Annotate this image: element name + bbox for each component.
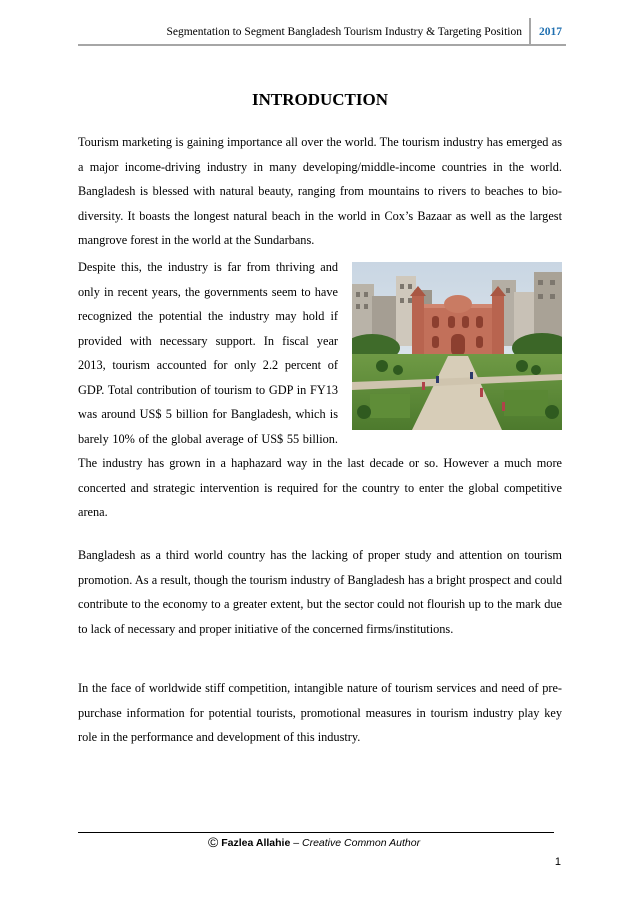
footer-author: Fazlea Allahie: [221, 837, 291, 849]
footer-rule: [78, 832, 554, 833]
header-year: 2017: [539, 26, 562, 38]
paragraph-1: Tourism marketing is gaining importance all over the world. The tourism industry has emerged as a major income-driving industry in many developing/middle-income countries in the world. Bangladesh is blessed with natural beauty, ranging from mountains to rivers to beaches to bio-diversity. It boasts the longest natural beach in the world in Cox’s Bazaar as well as the largest mangrove forest in the world at the Sundarbans.: [78, 135, 562, 247]
footer-credit: [208, 835, 420, 850]
header-title: Segmentation to Segment Bangladesh Tourism Industry & Targeting Position: [166, 26, 522, 38]
header-divider: [529, 18, 531, 46]
lalbagh-fort-photo: [352, 262, 562, 430]
copyright-icon: ©: [208, 834, 219, 850]
page-header: [78, 0, 566, 46]
paragraph-2-block: [78, 255, 562, 525]
paragraph-4: In the face of worldwide stiff competition, intangible nature of tourism services and need of pre-purchase information for potential tourists, promotional measures in tourism industry play key role in the performance and development of this industry.: [78, 681, 562, 744]
lalbagh-fort-image: [352, 262, 562, 430]
header-rule: [78, 44, 566, 46]
page-title: INTRODUCTION: [251, 90, 389, 109]
page-number: 1: [554, 856, 561, 868]
paragraph-3: Bangladesh as a third world country has the lacking of proper study and attention on tourism promotion. As a result, though the tourism industry of Bangladesh has a bright prospect and could contribute to the economy to a greater extent, but the sector could not flourish up to the mark due to lack of necessary and proper initiative of the concerned firms/institutions.: [78, 548, 562, 636]
paragraph-2: Despite this, the industry is far from thriving and only in recent years, the governments seem to have recognized the potential the industry may hold if provided with necessary support. In fiscal year 2013, tourism accounted for only 2.2 percent of GDP. Total contribution of tourism to GDP in FY13 was around US$ 5 billion for Bangladesh, which is barely 10% of the global average of US$ 55 billion. The industry has grown in a haphazard way in the last decade or so. However a much more concerted and strategic intervention is required for the country to enter the global competitive arena.: [78, 260, 562, 519]
footer-separator: –: [290, 837, 302, 849]
footer-role: Creative Common Author: [302, 837, 421, 849]
